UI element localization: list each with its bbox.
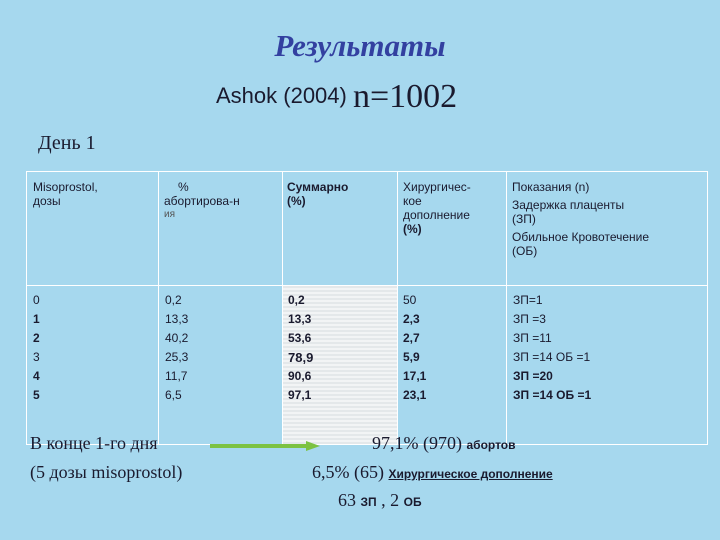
table-cell: 0 — [33, 293, 40, 307]
header-surgical — [403, 180, 503, 236]
column-divider — [282, 172, 283, 444]
column-abortion-percent — [165, 291, 188, 405]
header-text: Misoprostol, — [33, 180, 98, 194]
column-cumulative — [288, 291, 313, 405]
surgical-total: 6,5% (65) — [312, 462, 384, 482]
header-text: ия — [164, 209, 176, 220]
column-divider — [397, 172, 398, 444]
table-cell: ЗП =3 — [513, 312, 546, 326]
header-text: дозы — [33, 194, 61, 208]
table-cell: ЗП =11 — [513, 331, 552, 345]
table-cell: 5,9 — [403, 350, 420, 364]
table-cell: 78,9 — [288, 350, 314, 365]
table-cell: 2,3 — [403, 312, 420, 326]
header-text: кое — [403, 194, 422, 208]
table-cell: 0,2 — [288, 293, 305, 307]
table-cell: 4 — [33, 369, 40, 383]
slide-title: Результаты — [274, 28, 446, 63]
table-cell: 3 — [33, 350, 40, 364]
ob-count: 2 — [390, 490, 400, 510]
results-table — [26, 171, 708, 445]
header-text: абортирова-н — [164, 194, 240, 208]
table-cell: 53,6 — [288, 331, 312, 345]
day-label: День 1 — [38, 132, 96, 154]
header-text: Задержка плаценты — [512, 198, 625, 212]
column-divider — [158, 172, 159, 444]
header-text: (%) — [403, 222, 422, 236]
arrow-right-icon — [210, 441, 320, 451]
header-text: Суммарно — [287, 180, 349, 194]
header-divider — [27, 285, 707, 286]
abortion-note: абортов — [466, 438, 516, 452]
header-doses — [33, 180, 153, 208]
abortion-total: 97,1% (970) — [372, 433, 462, 453]
summary-line2-value — [312, 462, 553, 483]
study-author: Ashok (2004) — [216, 83, 347, 108]
table-cell: 6,5 — [165, 388, 182, 402]
column-surgical — [403, 291, 426, 405]
table-cell: 2,7 — [403, 331, 420, 345]
header-text: (ОБ) — [512, 244, 538, 258]
column-doses — [33, 291, 40, 405]
table-cell: 5 — [33, 388, 40, 402]
header-abortion-percent — [164, 180, 279, 222]
header-text: Показания (n) — [512, 180, 590, 194]
table-cell: 50 — [403, 293, 417, 307]
header-cumulative — [287, 180, 392, 208]
table-cell: 13,3 — [165, 312, 189, 326]
table-cell: 2 — [33, 331, 40, 345]
sample-size: n=1002 — [352, 78, 458, 115]
table-cell: 97,1 — [288, 388, 312, 402]
table-cell: ЗП=1 — [513, 293, 543, 307]
summary-line3 — [338, 490, 422, 511]
ob-label: ОБ — [403, 495, 422, 509]
subtitle — [216, 74, 458, 115]
table-cell: 11,7 — [165, 369, 188, 383]
header-text: Обильное Кровотечение — [512, 230, 650, 244]
summary-line1-value — [372, 433, 516, 454]
summary-line2-label: (5 дозы misoprostol) — [30, 462, 183, 482]
table-cell: ЗП =14 ОБ =1 — [513, 350, 591, 364]
separator: , — [381, 490, 386, 510]
table-cell: 25,3 — [165, 350, 189, 364]
surgical-note: Хирургическое дополнение — [388, 467, 553, 481]
table-cell: 90,6 — [288, 369, 312, 383]
table-cell: ЗП =20 — [513, 369, 553, 383]
column-indications — [513, 291, 591, 405]
zp-count: 63 — [338, 490, 356, 510]
table-cell: 1 — [33, 312, 40, 326]
header-text: Хирургичес- — [403, 180, 471, 194]
header-text: (%) — [287, 194, 306, 208]
table-cell: ЗП =14 ОБ =1 — [513, 388, 592, 402]
table-cell: 23,1 — [403, 388, 427, 402]
zp-label: ЗП — [360, 495, 377, 509]
table-cell: 17,1 — [403, 369, 427, 383]
header-text: (ЗП) — [512, 212, 536, 226]
header-text: дополнение — [403, 208, 470, 222]
table-cell: 40,2 — [165, 331, 189, 345]
header-indications — [512, 180, 704, 258]
table-cell: 0,2 — [165, 293, 182, 307]
header-text: % — [178, 180, 189, 194]
table-cell: 13,3 — [288, 312, 312, 326]
column-divider — [506, 172, 507, 444]
summary-line1-label: В конце 1-го дня — [30, 433, 158, 453]
